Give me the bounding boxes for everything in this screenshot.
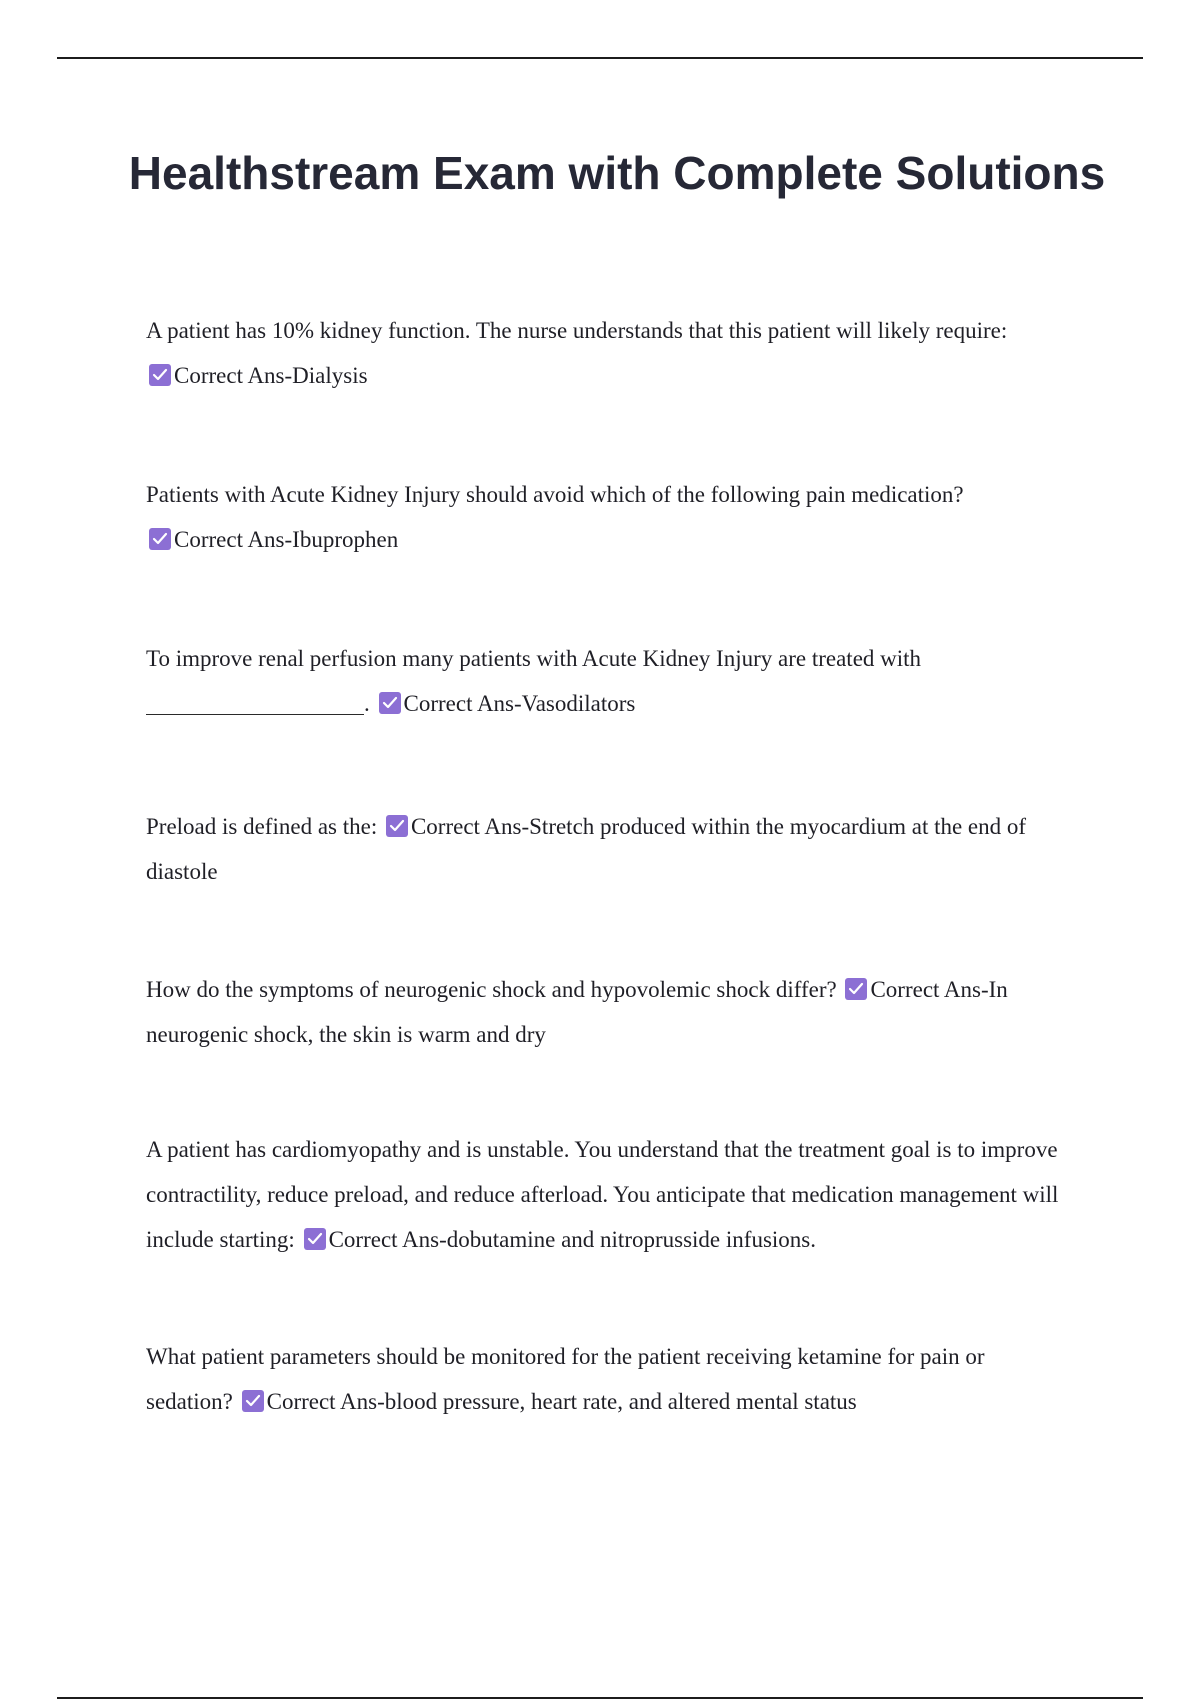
checkbox-checked-icon [149, 528, 171, 550]
checkbox-checked-icon [845, 978, 867, 1000]
qa-item [146, 967, 1076, 1057]
qa-item [146, 1334, 1076, 1424]
checkbox-checked-icon [242, 1390, 264, 1412]
answer-text: Correct Ans-Dialysis [174, 363, 368, 388]
question-text: To improve renal perfusion many patients with Acute Kidney Injury are treated with [146, 646, 922, 671]
qa-item [146, 804, 1076, 894]
question-text: Patients with Acute Kidney Injury should avoid which of the following pain medication? [146, 482, 964, 507]
question-text: How do the symptoms of neurogenic shock and hypovolemic shock differ? [146, 977, 837, 1002]
qa-item [146, 636, 1076, 726]
checkbox-checked-icon [304, 1228, 326, 1250]
question-text: What patient parameters should be monitored for the patient receiving ketamine for pain or sedation? [146, 1344, 985, 1414]
question-text: A patient has 10% kidney function. The nurse understands that this patient will likely require: [146, 318, 1008, 343]
bottom-rule [57, 1697, 1143, 1699]
fill-in-blank [146, 688, 364, 715]
question-text: A patient has cardiomyopathy and is unstable. You understand that the treatment goal is to improve contractility, reduce preload, and reduce afterload. You anticipate that medication management will include starting: [146, 1137, 1059, 1252]
qa-item [146, 1127, 1076, 1262]
qa-item [146, 308, 1076, 398]
qa-item [146, 472, 1076, 562]
answer-text: Correct Ans-In neurogenic shock, the skin is warm and dry [146, 977, 1008, 1047]
answer-text: Correct Ans-Vasodilators [403, 691, 636, 716]
top-rule [57, 57, 1143, 59]
checkbox-checked-icon [149, 364, 171, 386]
checkbox-checked-icon [386, 815, 408, 837]
blank-suffix: . [364, 691, 370, 716]
answer-text: Correct Ans-blood pressure, heart rate, and altered mental status [266, 1389, 857, 1414]
checkbox-checked-icon [379, 692, 401, 714]
page-title: Healthstream Exam with Complete Solutions [128, 147, 1106, 199]
answer-text: Correct Ans-Stretch produced within the myocardium at the end of diastole [146, 814, 1027, 884]
question-text: Preload is defined as the: [146, 814, 378, 839]
answer-text: Correct Ans-Ibuprophen [174, 527, 399, 552]
answer-text: Correct Ans-dobutamine and nitroprusside infusions. [328, 1227, 816, 1252]
